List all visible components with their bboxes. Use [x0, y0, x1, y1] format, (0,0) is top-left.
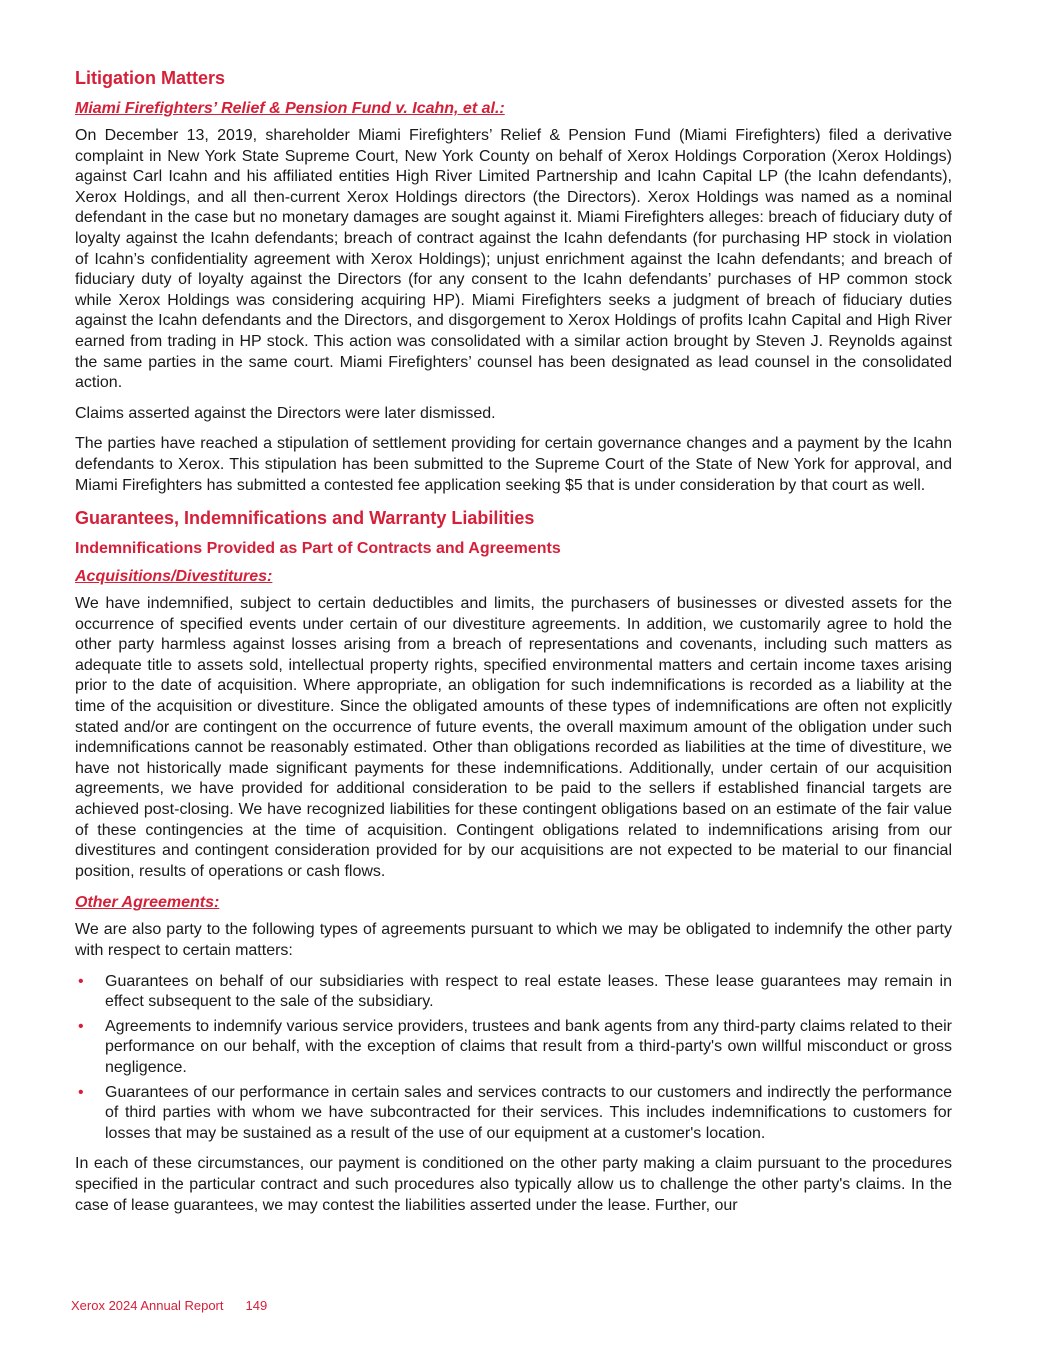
paragraph: On December 13, 2019, shareholder Miami Firefighters’ Relief & Pension Fund (Miami Firefighters) filed a derivative complaint in New York State Supreme Court, New York County on behalf of Xerox Holdings Corporation (Xerox Holdings) against Carl Icahn and his affiliated entities High River Limited Partnership and Icahn Capital LP (the Icahn defendants), Xerox Holdings, and all then-current Xerox Holdings directors (the Directors). Xerox Holdings was named as a nominal defendant in the case but no monetary damages are sought against it. Miami Firefighters alleges: breach of fiduciary duty of loyalty against the Icahn defendants; breach of contract against the Icahn defendants (for purchasing HP stock in violation of Icahn’s confidentiality agreement with Xerox Holdings); unjust enrichment against the Icahn defendants; and breach of fiduciary duty of loyalty against the Directors (for any consent to the Icahn defendants’ purchases of HP common stock while Xerox Holdings was considering acquiring HP). Miami Firefighters seeks a judgment of breach of fiduciary duties against the Icahn defendants and the Directors, and disgorgement to Xerox Holdings of profits Icahn Capital and High River earned from trading in HP stock. This action was consolidated with a similar action brought by Steven J. Reynolds against the same parties in the same court. Miami Firefighters’ counsel has been designated as lead counsel in the consolidated action. [75, 127, 952, 392]
list-item-text: Agreements to indemnify various service providers, trustees and bank agents from any third-party claims related to their performance on our behalf, with the exception of claims that result from a third-party's own willful misconduct or gross negligence. [105, 1017, 952, 1076]
case-title: Miami Firefighters’ Relief & Pension Fund v. Icahn, et al.: [75, 100, 505, 117]
list-item-text: Guarantees of our performance in certain sales and services contracts to our customers and indirectly the performance of third parties with whom we have subcontracted for their services. This includes indemnifications to customers for losses that may be sustained as a result of the use of our equipment at a customer's location. [105, 1083, 952, 1142]
paragraph: We are also party to the following types of agreements pursuant to which we may be obligated to indemnify the other party with respect to certain matters: [75, 921, 952, 959]
list-item-text: Guarantees on behalf of our subsidiaries with respect to real estate leases. These lease guarantees may remain in effect subsequent to the sale of the subsidiary. [105, 972, 952, 1011]
bullet-icon: • [78, 972, 84, 990]
acquisitions-title: Acquisitions/Divestitures: [75, 568, 273, 586]
paragraph: The parties have reached a stipulation of settlement providing for certain governance changes and a payment by the Icahn defendants to Xerox. This stipulation has been submitted to the Supreme Court of the State of New York for approval, and Miami Firefighters has submitted a contested fee application seeking $5 that is under consideration by that court as well. [75, 435, 952, 494]
document-page [75, 66, 952, 1226]
page-footer [71, 1298, 289, 1313]
bullet-icon: • [78, 1017, 84, 1035]
paragraph: Claims asserted against the Directors were later dismissed. [75, 404, 496, 422]
litigation-heading: Litigation Matters [75, 68, 226, 88]
other-agreements-title: Other Agreements: [75, 894, 220, 912]
bullet-list [75, 972, 952, 1145]
list-item [75, 1083, 952, 1145]
paragraph: In each of these circumstances, our payment is conditioned on the other party making a claim pursuant to the procedures specified in the particular contract and such procedures also typically allow us to challenge the other party's claims. In the case of lease guarantees, we may contest the liabilities asserted under the lease. Further, our [75, 1155, 952, 1214]
footer-report-title: Xerox 2024 Annual Report [71, 1298, 224, 1313]
indemnifications-subheading: Indemnifications Provided as Part of Contracts and Agreements [75, 540, 561, 558]
bullet-icon: • [78, 1083, 84, 1101]
paragraph: We have indemnified, subject to certain deductibles and limits, the purchasers of businesses or divested assets for the occurrence of specified events under certain of our divestiture agreements. In addition, we customarily agree to hold the other party harmless against losses arising from a breach of representations and covenants, including such matters as adequate title to assets sold, intellectual property rights, specified environmental matters and certain income taxes arising prior to the date of acquisition. Where appropriate, an obligation for such indemnifications is recorded as a liability at the time of the acquisition or divestiture. Since the obligated amounts of these types of indemnifications are often not explicitly stated and/or are contingent on the occurrence of future events, the overall maximum amount of the obligation under such indemnifications cannot be reasonably estimated. Other than obligations recorded as liabilities at the time of divestiture, we have not historically made significant payments for these indemnifications. Additionally, under certain of our acquisition agreements, we have provided for additional consideration to be paid to the sellers if established financial targets are achieved post-closing. We have recognized liabilities for these contingent obligations based on an estimate of the fair value of these contingencies at the time of acquisition. Contingent obligations related to indemnifications arising from our divestitures and contingent consideration provided for by our acquisitions are not expected to be material to our financial position, results of operations or cash flows. [75, 595, 952, 880]
list-item [75, 1017, 952, 1079]
list-item [75, 972, 952, 1013]
guarantees-heading: Guarantees, Indemnifications and Warranty Liabilities [75, 508, 535, 529]
page-number: 149 [245, 1298, 268, 1313]
